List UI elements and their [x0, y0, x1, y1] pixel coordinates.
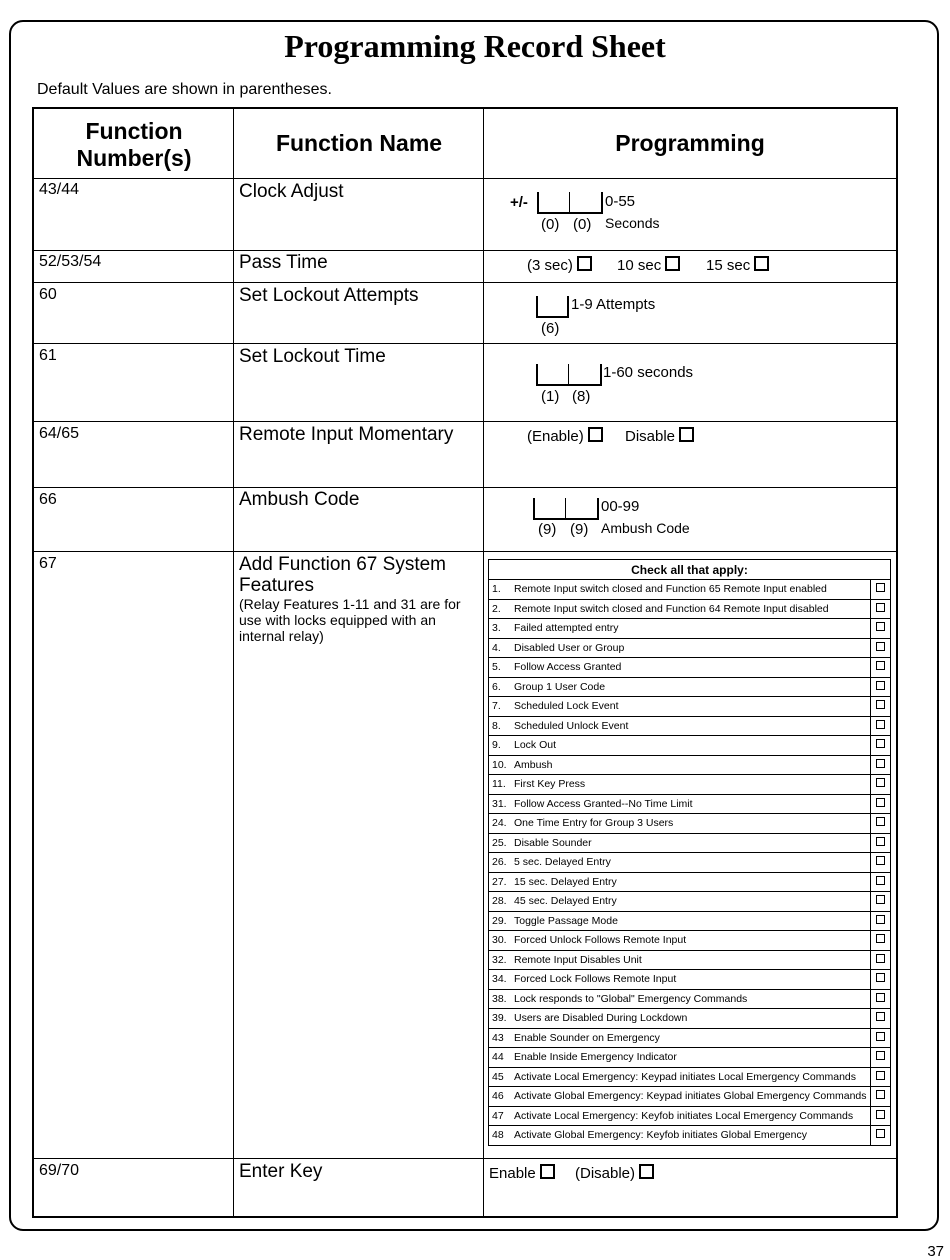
- checklist-item-number: 38.: [492, 992, 507, 1005]
- checklist-row: [489, 736, 891, 756]
- pass-time-option[interactable]: (3 sec): [527, 256, 592, 274]
- checklist-item-number: 25.: [492, 836, 507, 849]
- column-divider: [483, 109, 484, 1216]
- header-function-number: Function Number(s): [76, 118, 192, 171]
- default-digit: (9): [570, 521, 589, 538]
- page-number: 37: [927, 1243, 944, 1260]
- checklist-item-label: 45 sec. Delayed Entry: [514, 895, 617, 908]
- row-divider: [34, 178, 896, 179]
- checklist-row: [489, 970, 891, 990]
- checklist-item-label: Users are Disabled During Lockdown: [514, 1012, 688, 1025]
- checklist-item: [489, 814, 871, 834]
- relay-note: (Relay Features 1-11 and 31 are for use with locks equipped with an internal relay): [239, 596, 461, 644]
- function-name: Clock Adjust: [239, 181, 344, 202]
- row-divider: [34, 1158, 896, 1159]
- checklist-checkbox-cell[interactable]: [870, 794, 891, 814]
- checklist-item: [489, 911, 871, 931]
- row-divider: [34, 282, 896, 283]
- checklist-item-label: Forced Unlock Follows Remote Input: [514, 934, 687, 947]
- checklist-item-label: Failed attempted entry: [514, 622, 619, 635]
- checklist-item-number: 29.: [492, 914, 507, 927]
- header-programming: Programming: [615, 130, 765, 156]
- checklist-item: [489, 755, 871, 775]
- checklist-item: [489, 599, 871, 619]
- checklist-item-number: 26.: [492, 856, 507, 869]
- function-name: Ambush Code: [239, 489, 360, 510]
- checklist-item: [489, 1067, 871, 1087]
- checklist-row: [489, 775, 891, 795]
- checklist-checkbox-cell[interactable]: [870, 1028, 891, 1048]
- checkbox-icon[interactable]: [679, 427, 694, 442]
- checklist-item: [489, 1048, 871, 1068]
- checklist-item-label: Disabled User or Group: [514, 641, 625, 654]
- checkbox-icon[interactable]: [876, 798, 885, 807]
- checklist-row: [489, 950, 891, 970]
- checkbox-icon[interactable]: [876, 915, 885, 924]
- checklist-item-number: 9.: [492, 739, 501, 752]
- checkbox-icon[interactable]: [876, 622, 885, 631]
- function-number: 69/70: [39, 1162, 80, 1179]
- checklist-checkbox-cell[interactable]: [870, 1048, 891, 1068]
- checklist-item-number: 27.: [492, 875, 507, 888]
- checkbox-icon[interactable]: [876, 681, 885, 690]
- checklist-row: [489, 677, 891, 697]
- function-name: Remote Input Momentary: [239, 424, 454, 445]
- checkbox-icon[interactable]: [876, 837, 885, 846]
- checklist-checkbox-cell[interactable]: [870, 1087, 891, 1107]
- checklist-row: [489, 853, 891, 873]
- checklist-item-label: Enable Inside Emergency Indicator: [514, 1051, 677, 1064]
- checklist-item-number: 5.: [492, 661, 501, 674]
- checklist-item: [489, 677, 871, 697]
- checklist-item-number: 3.: [492, 622, 501, 635]
- function-number: 43/44: [39, 181, 80, 198]
- function-number: 52/53/54: [39, 253, 102, 270]
- checklist-item-number: 32.: [492, 953, 507, 966]
- function-name: Add Function 67 System Features: [239, 554, 446, 596]
- checklist-item-number: 7.: [492, 700, 501, 713]
- checklist-item-number: 6.: [492, 680, 501, 693]
- checkbox-icon[interactable]: [876, 759, 885, 768]
- checkbox-icon[interactable]: [876, 817, 885, 826]
- sign-prefix: +/-: [510, 194, 528, 211]
- checklist-item-label: Forced Lock Follows Remote Input: [514, 973, 677, 986]
- checklist-row: [489, 931, 891, 951]
- enter-key-option[interactable]: (Disable): [575, 1164, 654, 1182]
- row-divider: [34, 250, 896, 251]
- checkbox-icon[interactable]: [540, 1164, 555, 1179]
- checklist-checkbox-cell[interactable]: [870, 833, 891, 853]
- checklist-checkbox-cell[interactable]: [870, 677, 891, 697]
- checklist-item-number: 2.: [492, 602, 501, 615]
- checklist-row: [489, 658, 891, 678]
- value-range: 00-99: [601, 498, 640, 515]
- checklist-item-label: Disable Sounder: [514, 836, 592, 849]
- default-values-note: Default Values are shown in parentheses.: [37, 81, 332, 98]
- checkbox-icon[interactable]: [876, 778, 885, 787]
- digit-entry-box[interactable]: [536, 364, 602, 386]
- row-divider: [34, 421, 896, 422]
- checklist-row: [489, 1009, 891, 1029]
- value-range: 1-60 seconds: [603, 364, 694, 381]
- checklist-item: [489, 1087, 871, 1107]
- checklist-checkbox-cell[interactable]: [870, 697, 891, 717]
- checklist-checkbox-cell[interactable]: [870, 1009, 891, 1029]
- function-number: 67: [39, 555, 57, 572]
- checklist-item: [489, 853, 871, 873]
- checklist-item-label: One Time Entry for Group 3 Users: [514, 817, 674, 830]
- checklist-row: [489, 1028, 891, 1048]
- checkbox-icon[interactable]: [665, 256, 680, 271]
- checklist-item-label: Remote Input switch closed and Function 64 Remote Input disabled: [514, 602, 829, 615]
- checklist-item-number: 10.: [492, 758, 507, 771]
- checklist-checkbox-cell[interactable]: [870, 892, 891, 912]
- checkbox-icon[interactable]: [876, 876, 885, 885]
- checklist-item-number: 4.: [492, 641, 501, 654]
- checklist-item-label: Activate Local Emergency: Keyfob initiates Local Emergency Commands: [514, 1109, 854, 1122]
- checklist-item: [489, 1028, 871, 1048]
- checklist-item: [489, 658, 871, 678]
- checklist-item: [489, 580, 871, 600]
- checklist-item-label: 15 sec. Delayed Entry: [514, 875, 617, 888]
- digit-entry-box[interactable]: [533, 498, 599, 520]
- checklist-row: [489, 580, 891, 600]
- checkbox-icon[interactable]: [876, 1129, 885, 1138]
- checklist-item-label: Follow Access Granted: [514, 661, 622, 674]
- function-name: Pass Time: [239, 252, 328, 273]
- checkbox-icon[interactable]: [876, 603, 885, 612]
- row-divider: [34, 487, 896, 488]
- checklist-item-number: 1.: [492, 583, 501, 596]
- checkbox-icon[interactable]: [876, 1012, 885, 1021]
- function-number: 61: [39, 347, 57, 364]
- checklist-item-label: Scheduled Unlock Event: [514, 719, 629, 732]
- checkbox-icon[interactable]: [639, 1164, 654, 1179]
- checklist-item: [489, 716, 871, 736]
- checklist-row: [489, 1126, 891, 1146]
- checklist-row: [489, 989, 891, 1009]
- enter-key-option[interactable]: Enable: [489, 1164, 555, 1182]
- checkbox-icon[interactable]: [876, 642, 885, 651]
- checkbox-icon[interactable]: [876, 720, 885, 729]
- row-divider: [34, 343, 896, 344]
- function-name: Enter Key: [239, 1161, 323, 1182]
- checklist-item: [489, 697, 871, 717]
- function-number: 60: [39, 286, 57, 303]
- checklist-item-label: Follow Access Granted--No Time Limit: [514, 797, 693, 810]
- checklist-item: [489, 950, 871, 970]
- checklist-item-label: Lock responds to "Global" Emergency Commands: [514, 992, 748, 1005]
- checkbox-icon[interactable]: [577, 256, 592, 271]
- checklist-item-number: 48: [492, 1129, 504, 1142]
- default-digit: (9): [538, 521, 557, 538]
- checklist-item-number: 46: [492, 1090, 504, 1103]
- checkbox-icon[interactable]: [876, 1090, 885, 1099]
- checklist-item: [489, 1126, 871, 1146]
- value-unit: Seconds: [605, 215, 660, 231]
- default-digit: (1): [541, 388, 560, 405]
- checklist-checkbox-cell[interactable]: [870, 755, 891, 775]
- checklist-item: [489, 1009, 871, 1029]
- checklist-checkbox-cell[interactable]: [870, 736, 891, 756]
- checklist-row: [489, 814, 891, 834]
- remote-input-option[interactable]: (Enable): [527, 427, 603, 445]
- checklist-item: [489, 931, 871, 951]
- default-digit: (6): [541, 320, 560, 337]
- checklist-item-label: Group 1 User Code: [514, 680, 606, 693]
- checklist-item-number: 34.: [492, 973, 507, 986]
- checklist-checkbox-cell[interactable]: [870, 911, 891, 931]
- checklist-row: [489, 1087, 891, 1107]
- checklist-item: [489, 775, 871, 795]
- remote-input-option[interactable]: Disable: [625, 427, 694, 445]
- checklist-item-number: 39.: [492, 1012, 507, 1025]
- checkbox-icon[interactable]: [876, 934, 885, 943]
- checkbox-icon[interactable]: [876, 1032, 885, 1041]
- function-name: Set Lockout Attempts: [239, 285, 419, 306]
- checklist-item: [489, 794, 871, 814]
- checklist-item-label: Remote Input Disables Unit: [514, 953, 642, 966]
- checklist-item-number: 45: [492, 1070, 504, 1083]
- checkbox-icon[interactable]: [876, 739, 885, 748]
- checklist-item-number: 11.: [492, 778, 506, 791]
- checklist-item: [489, 1106, 871, 1126]
- checklist-item-label: Activate Global Emergency: Keyfob initiates Global Emergency: [514, 1129, 807, 1142]
- checkbox-icon[interactable]: [876, 661, 885, 670]
- checklist-item-label: Remote Input switch closed and Function 65 Remote Input enabled: [514, 583, 827, 596]
- checkbox-icon[interactable]: [876, 954, 885, 963]
- digit-entry-box[interactable]: [537, 192, 603, 214]
- pass-time-option[interactable]: 10 sec: [617, 256, 680, 274]
- checklist-item-label: First Key Press: [514, 778, 586, 791]
- checklist-checkbox-cell[interactable]: [870, 814, 891, 834]
- checklist-checkbox-cell[interactable]: [870, 658, 891, 678]
- default-digit: (8): [572, 388, 591, 405]
- checkbox-icon[interactable]: [876, 700, 885, 709]
- checklist-item-number: 30.: [492, 934, 507, 947]
- checklist-checkbox-cell[interactable]: [870, 931, 891, 951]
- checklist-row: [489, 872, 891, 892]
- checklist-checkbox-cell[interactable]: [870, 853, 891, 873]
- checklist-item-number: 31.: [492, 797, 507, 810]
- checklist-item-number: 47: [492, 1109, 504, 1122]
- checklist-checkbox-cell[interactable]: [870, 775, 891, 795]
- checklist-row: [489, 638, 891, 658]
- checklist-checkbox-cell[interactable]: [870, 599, 891, 619]
- checklist-item: [489, 736, 871, 756]
- function-number: 64/65: [39, 425, 80, 442]
- checklist-item-label: Toggle Passage Mode: [514, 914, 618, 927]
- checklist-item-label: Activate Global Emergency: Keypad initiates Global Emergency Commands: [514, 1090, 867, 1103]
- checklist-item-number: 44: [492, 1051, 504, 1064]
- checklist-item-number: 28.: [492, 895, 507, 908]
- checklist-row: [489, 1048, 891, 1068]
- checklist-item-number: 8.: [492, 719, 501, 732]
- checklist-checkbox-cell[interactable]: [870, 970, 891, 990]
- checklist-row: [489, 1067, 891, 1087]
- checklist-checkbox-cell[interactable]: [870, 1067, 891, 1087]
- feature-checklist: [488, 559, 891, 1146]
- checklist-item: [489, 833, 871, 853]
- page-title: Programming Record Sheet: [284, 28, 666, 64]
- checklist-checkbox-cell[interactable]: [870, 950, 891, 970]
- header-function-name: Function Name: [275, 130, 443, 156]
- checklist-item-label: Enable Sounder on Emergency: [514, 1031, 660, 1044]
- checklist-heading: Check all that apply:: [489, 560, 891, 580]
- checklist-checkbox-cell[interactable]: [870, 872, 891, 892]
- checklist-checkbox-cell[interactable]: [870, 989, 891, 1009]
- checklist-item-label: 5 sec. Delayed Entry: [514, 856, 611, 869]
- value-range: 0-55: [605, 193, 636, 210]
- checklist-item: [489, 892, 871, 912]
- checkbox-icon[interactable]: [876, 583, 885, 592]
- checklist-item: [489, 638, 871, 658]
- checklist-item: [489, 872, 871, 892]
- checklist-checkbox-cell[interactable]: [870, 1126, 891, 1146]
- checklist-row: [489, 892, 891, 912]
- checklist-row: [489, 619, 891, 639]
- checklist-item-number: 43: [492, 1031, 504, 1044]
- checklist-row: [489, 833, 891, 853]
- function-name: Set Lockout Time: [239, 346, 386, 367]
- checklist-item-label: Activate Local Emergency: Keypad initiates Local Emergency Commands: [514, 1070, 856, 1083]
- checklist-row: [489, 1106, 891, 1126]
- checkbox-icon[interactable]: [876, 1051, 885, 1060]
- checklist-item-number: 24.: [492, 817, 507, 830]
- function-number: 66: [39, 491, 57, 508]
- digit-entry-box[interactable]: [536, 296, 569, 318]
- checkbox-icon[interactable]: [876, 856, 885, 865]
- checkbox-icon[interactable]: [588, 427, 603, 442]
- column-divider: [233, 109, 234, 1216]
- checklist-row: [489, 794, 891, 814]
- default-digit: (0): [573, 216, 592, 233]
- checklist-checkbox-cell[interactable]: [870, 619, 891, 639]
- checklist-item: [489, 989, 871, 1009]
- checklist-row: [489, 599, 891, 619]
- value-range: 1-9 Attempts: [571, 296, 656, 313]
- checkbox-icon[interactable]: [876, 1071, 885, 1080]
- checklist-checkbox-cell[interactable]: [870, 1106, 891, 1126]
- checkbox-icon[interactable]: [876, 1110, 885, 1119]
- row-divider: [34, 551, 896, 552]
- pass-time-option[interactable]: 15 sec: [706, 256, 769, 274]
- value-unit: Ambush Code: [601, 520, 690, 536]
- checklist-item: [489, 970, 871, 990]
- checklist-item-label: Scheduled Lock Event: [514, 700, 619, 713]
- checklist-item: [489, 619, 871, 639]
- default-digit: (0): [541, 216, 560, 233]
- checkbox-icon[interactable]: [876, 973, 885, 982]
- checklist-checkbox-cell[interactable]: [870, 580, 891, 600]
- checklist-row: [489, 716, 891, 736]
- checkbox-icon[interactable]: [876, 895, 885, 904]
- function-name-block: [239, 554, 483, 644]
- checklist-row: [489, 911, 891, 931]
- checklist-item-label: Ambush: [514, 758, 553, 771]
- checklist-checkbox-cell[interactable]: [870, 638, 891, 658]
- checklist-row: [489, 755, 891, 775]
- checkbox-icon[interactable]: [876, 993, 885, 1002]
- checklist-row: [489, 697, 891, 717]
- checkbox-icon[interactable]: [754, 256, 769, 271]
- checklist-item-label: Lock Out: [514, 739, 557, 752]
- checklist-checkbox-cell[interactable]: [870, 716, 891, 736]
